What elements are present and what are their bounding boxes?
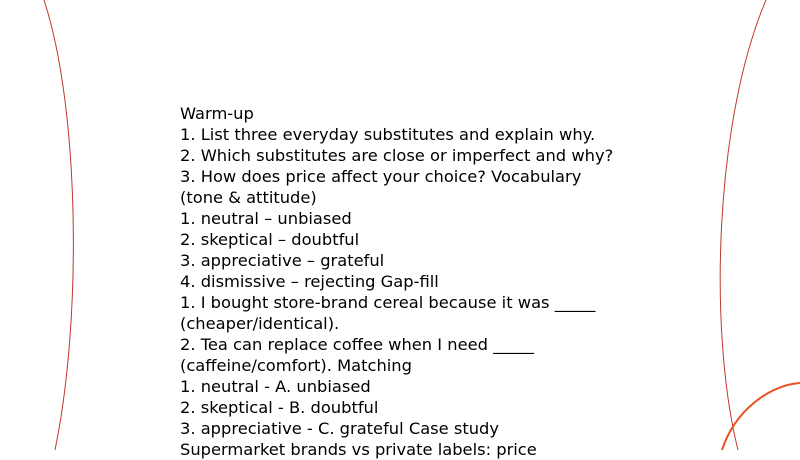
text-line: 1. neutral - A. unbiased [180, 377, 371, 396]
text-line: (cheaper/identical). [180, 314, 340, 333]
text-line: 3. appreciative - C. grateful Case study [180, 419, 499, 438]
text-line: 2. Tea can replace coffee when I need _____ [180, 335, 534, 354]
text-line: 4. dismissive – rejecting Gap-fill [180, 272, 439, 291]
text-line: (tone & attitude) [180, 188, 317, 207]
text-line: 3. How does price affect your choice? Vocabulary [180, 167, 582, 186]
text-line: 2. skeptical – doubtful [180, 230, 360, 249]
section-heading-warm-up: Warm-up [180, 104, 254, 123]
text-line: 1. I bought store-brand cereal because it was _____ [180, 293, 596, 312]
left-arc-line [44, 0, 73, 450]
text-line: Supermarket brands vs private labels: price [180, 440, 537, 459]
text-line: 2. Which substitutes are close or imperfect and why? [180, 146, 614, 165]
text-line: (caffeine/comfort). Matching [180, 356, 412, 375]
slide-text-body [180, 103, 620, 460]
text-line: 2. skeptical - B. doubtful [180, 398, 379, 417]
text-line: 3. appreciative – grateful [180, 251, 385, 270]
right-arc-line [720, 0, 766, 450]
text-line: 1. neutral – unbiased [180, 209, 352, 228]
corner-arc-bold [722, 383, 800, 450]
text-line: 1. List three everyday substitutes and explain why. [180, 125, 596, 144]
